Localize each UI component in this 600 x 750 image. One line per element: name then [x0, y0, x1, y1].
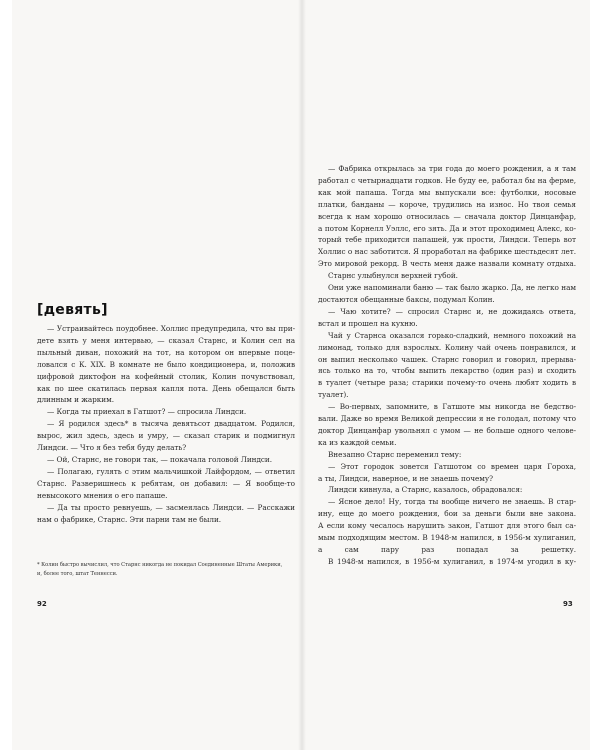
- text-line: ловался с К. XIX. В комнате не было кондиционера, и, положив: [37, 359, 295, 369]
- text-line: вали. Даже во время Великой депрессии я не голодал, потому что: [318, 414, 576, 424]
- text-line: торый тебе приходится папашей, уж прости, Линдси. Теперь вот: [318, 235, 576, 245]
- text-line: он выпил несколько чашек. Старнс говорил и говорил, прерыва-: [318, 354, 576, 364]
- text-line: — Когда ты приехал в Гатшот? — спросила Линдси.: [47, 407, 247, 417]
- text-line: нам о фабрике, Старнс. Эти парни там не были.: [37, 514, 222, 524]
- text-line: дете взять у меня интервью, — сказал Старнс, и Колин сел на: [37, 335, 295, 345]
- text-line: Внезапно Старнс переменил тему:: [328, 449, 462, 459]
- text-line: встал и прошел на кухню.: [318, 318, 418, 328]
- text-line: Старнс. Разверишнесь к ребятам, он добавил: — Я вообще-то: [37, 478, 295, 488]
- text-line: — Полагаю, гулять с этим мальчишкой Лайфордом, — ответил: [47, 466, 295, 476]
- text-line: Холлис о нас заботится. Я проработал на фабрике шестьдесят лет.: [318, 247, 576, 257]
- text-line: — Я родился здесь* в тысяча девятьсот двадцатом. Родился,: [47, 419, 295, 429]
- book-gutter: [298, 0, 306, 750]
- text-line: пыльный диван, похожий на тот, на котором он впервые поце-: [37, 347, 295, 357]
- text-line: ину, еще до моего рождения, бои за деньги были вне закона.: [318, 509, 576, 519]
- text-line: туалет).: [318, 390, 349, 400]
- text-line: всегда к нам хорошо относилась — сначала доктор Динцанфар,: [318, 211, 576, 221]
- text-line: ка из каждой семьи.: [318, 437, 397, 447]
- text-line: ясь только на то, чтобы выпить лекарство (один раз) и сходить: [318, 366, 576, 376]
- text-line: — Фабрика открылась за три года до моего рождения, а я там: [328, 164, 576, 173]
- text-line: работал с четырнадцати годков. Не буду ее, работал бы на ферме,: [318, 175, 576, 185]
- text-line: а потом Корнелл Уэллс, его зять. Да и этот проходимец Алекс, ко-: [318, 223, 576, 233]
- text-line: мым подходящим местом. В 1948-м напился, в 1956-м хулиганил,: [318, 533, 576, 543]
- text-line: — Во-первых, запомните, в Гатшоте мы никогда не бедство-: [328, 402, 576, 412]
- text-line: А если кому чесалось нарушить закон, Гатшот для этого был са-: [318, 521, 576, 531]
- text-line: доктор Динцанфар увольнял с умом — не больше одного челове-: [318, 425, 576, 435]
- right-page-text: [318, 163, 576, 568]
- text-line: Линдси кивнула, а Старнс, казалось, обрадовался:: [328, 485, 523, 495]
- left-page-text: [37, 323, 295, 525]
- text-line: а ты, Линдси, наверное, и не знаешь почему?: [318, 473, 493, 483]
- text-line: достаются обещанные баксы, подумал Колин.: [318, 294, 495, 304]
- text-line: а сам пару раз попадал за решетку.: [318, 545, 576, 554]
- text-line: Чай у Старнса оказался горько-сладкий, немного похожий на: [328, 330, 576, 340]
- text-line: невысокого мнения о его папаше.: [37, 490, 168, 500]
- text-line: в туалет (четыре раза; старики почему-то очень любят ходить в: [318, 378, 576, 388]
- text-line: лимонад, только для взрослых. Колину чай очень понравился, и: [318, 342, 576, 352]
- text-line: Старнс улыбнулся верхней губой.: [328, 271, 458, 281]
- footnote-line: * Колин быстро вычислил, что Старнс никогда не покидал Соединенные Штаты Америки,: [37, 562, 283, 568]
- text-line: вырос, жил здесь, здесь и умру, — сказал старик и подмигнул: [37, 431, 295, 441]
- text-line: длинным и жарким.: [37, 395, 115, 405]
- text-line: как мой папаша. Тогда мы выпускали все: футболки, носовые: [318, 187, 576, 197]
- text-line: В 1948-м напился, в 1956-м хулиганил, в 1974-м угодил в ку-: [328, 556, 576, 566]
- text-line: Линдси. — Что я без тебя буду делать?: [37, 443, 187, 453]
- text-line: — Устраивайтесь поудобнее. Холлис предупредила, что вы при-: [47, 324, 295, 333]
- page-number-left: 92: [37, 600, 47, 608]
- footnote-line: и, более того, штат Теннесси.: [37, 571, 118, 577]
- text-line: — Чаю хотите? — спросил Старнс и, не дожидаясь ответа,: [328, 306, 576, 316]
- text-line: платки, банданы — короче, трудились на износ. Но твоя семья: [318, 199, 576, 209]
- text-line: — Ясное дело! Ну, тогда ты вообще ничего не знаешь. В стар-: [328, 497, 576, 507]
- chapter-heading: [девять]: [37, 302, 108, 318]
- text-line: Это мировой рекорд. В честь меня даже назвали комнату отдыха.: [318, 259, 576, 269]
- page-number-right: 93: [563, 600, 573, 608]
- text-line: — Этот городок зовется Гатшотом со времен царя Гороха,: [328, 461, 576, 471]
- text-line: Они уже напоминали баню — так было жарко. Да, не легко нам: [328, 283, 576, 293]
- footnote: [37, 561, 295, 579]
- text-line: как по шее скатилась первая капля пота. День обещался быть: [37, 383, 295, 393]
- text-line: — Ой, Старнс, не говори так, — покачала головой Линдси.: [47, 454, 273, 464]
- text-line: — Да ты просто ревнуешь, — засмеялась Линдси. — Расскажи: [47, 502, 295, 512]
- text-line: цифровой диктофон на кофейный столик, Колин почувствовал,: [37, 371, 295, 381]
